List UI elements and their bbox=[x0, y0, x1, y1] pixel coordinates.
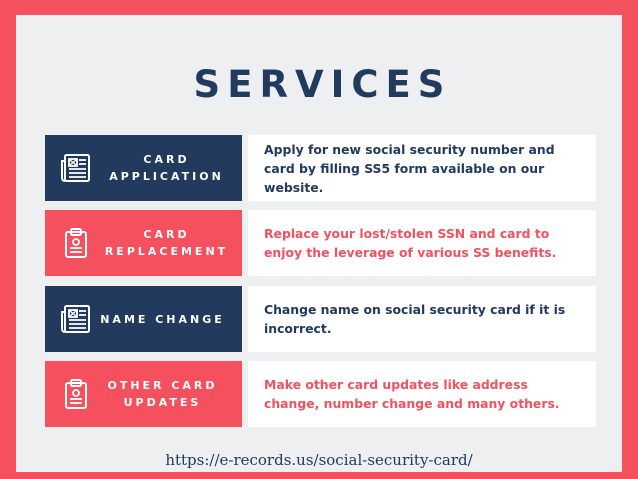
service-description: Replace your lost/stolen SSN and card to enjoy the leverage of various SS benefits. bbox=[264, 226, 557, 260]
service-description-box bbox=[248, 135, 596, 201]
service-label-line: UPDATES bbox=[123, 396, 202, 409]
service-description-box bbox=[248, 361, 596, 427]
clipboard-icon bbox=[59, 377, 93, 411]
service-label bbox=[97, 210, 236, 276]
service-description-box bbox=[248, 210, 596, 276]
service-description: Change name on social security card if it is incorrect. bbox=[264, 302, 566, 336]
footer-url-link[interactable]: https://e-records.us/social-security-card/ bbox=[165, 451, 473, 469]
service-label-line: APPLICATION bbox=[109, 170, 224, 183]
service-label bbox=[89, 286, 236, 352]
service-label-line: CARD bbox=[143, 153, 190, 166]
page-title: SERVICES bbox=[193, 63, 452, 106]
service-other-card-updates bbox=[45, 361, 626, 427]
service-label-line: CARD bbox=[143, 228, 190, 241]
service-description: Make other card updates like address change, number change and many others. bbox=[264, 377, 560, 411]
service-label-box bbox=[45, 361, 242, 427]
service-description-box bbox=[248, 286, 596, 352]
newspaper-icon bbox=[59, 302, 93, 336]
service-card-replacement bbox=[45, 210, 626, 276]
service-label-line: OTHER CARD bbox=[107, 379, 218, 392]
content-panel bbox=[16, 15, 622, 472]
service-label-box bbox=[45, 210, 242, 276]
service-card-application bbox=[45, 135, 626, 201]
service-label bbox=[97, 135, 236, 201]
service-name-change bbox=[45, 286, 626, 352]
service-label bbox=[89, 361, 236, 427]
service-label-line: REPLACEMENT bbox=[104, 245, 229, 258]
service-label-line: NAME CHANGE bbox=[100, 312, 225, 326]
newspaper-icon bbox=[59, 151, 93, 185]
service-label-box bbox=[45, 286, 242, 352]
service-label-box bbox=[45, 135, 242, 201]
clipboard-icon bbox=[59, 226, 93, 260]
service-description: Apply for new social security number and card by filling SS5 form available on our website. bbox=[264, 141, 555, 195]
